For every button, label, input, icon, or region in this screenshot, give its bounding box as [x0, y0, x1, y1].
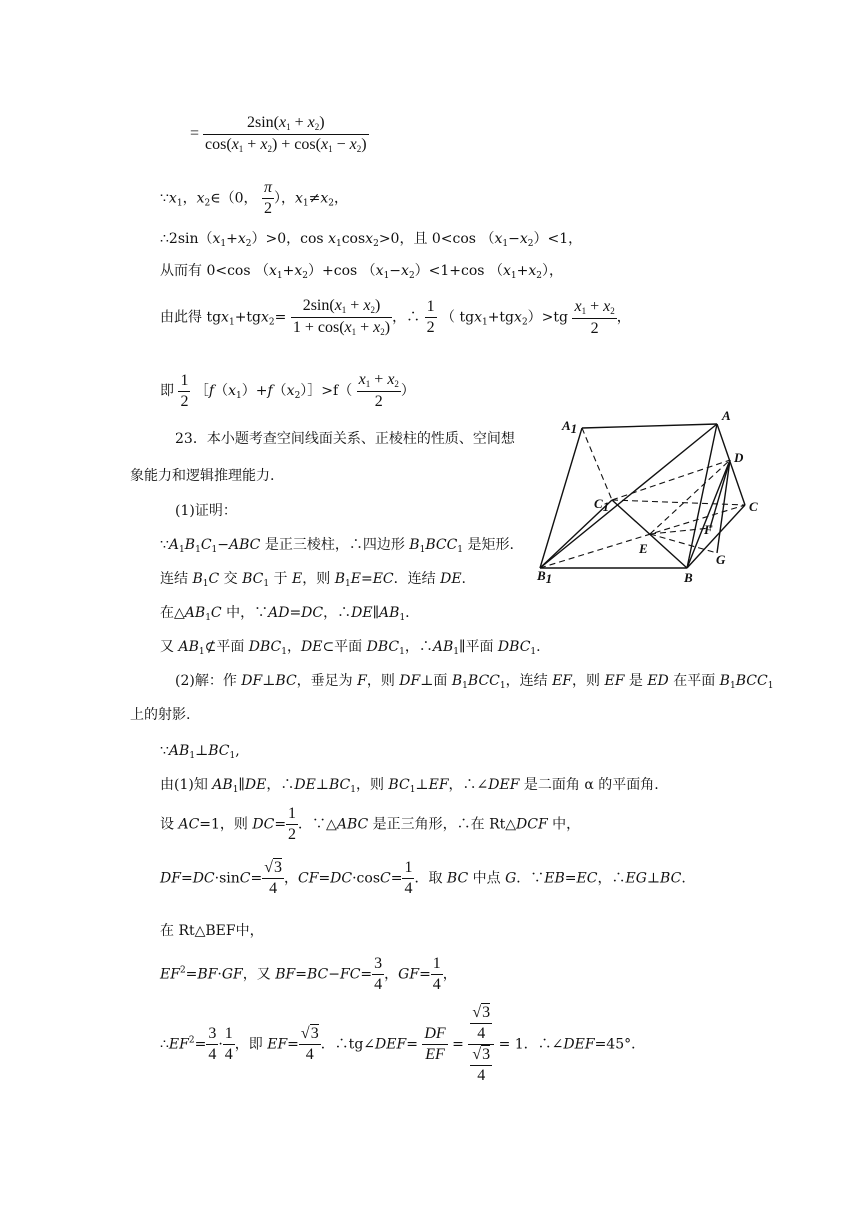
part-2-line-7: 在 Rt△BEF中，: [160, 923, 264, 939]
part-2-line-2: 上的射影.: [130, 707, 191, 723]
problem-23-heading-cont: 象能力和逻辑推理能力.: [130, 468, 275, 484]
part-1-label: (1)证明：: [175, 503, 237, 519]
part-2-line-6: DF=DC·sinC= $\frac{√3}{4}$ ，CF=DC·cosC= $\frac{1}{4}$ ．取 BC 中点 G．∵EB=EC，∴EG⊥BC.: [160, 859, 686, 897]
part-2-line-9: $\therefore EF^2=$ $\frac{3}{4}$ · $\frac{1}{4}$ ，即 EF= $\frac{√3}{4}$ ．∴tg∠DEF= $\frac{DF}{EF}$ = $\frac{\frac{√3}{4}}{\frac{√3}{4}}$ = 1．∴∠DEF=45°．: [160, 1004, 646, 1084]
condition-line: $\because x_1$，$x_2\in(0$， $\frac{\pi}{2}$ ），$x_1\ne x_2$，: [160, 179, 348, 217]
derivation-line: 由此得 tgx$_1$+tgx$_2$= $\frac{2\sin(x_1 + x_2)}{1 + \cos(x_1 + x_2)}$ ，∴ $\frac{1}{2}$ （ tgx$_1$+tgx$_2$）>tg $\frac{x_1 + x_2}{2}$ ，: [160, 297, 631, 337]
proof-line-3: 在$\triangle AB_1C$ 中，∵AD=DC，$\therefore DE\parallel AB_1$.: [160, 605, 410, 623]
formula-line-1: = $\frac{2\sin(x_1 + x_2)}{\cos(x_1 + x_2) + \cos(x_1 - x_2)}$: [190, 114, 367, 154]
label-g: G: [716, 552, 726, 567]
part-2-line-8: $EF^2=BF\cdot GF$，又 BF=BC−FC= $\frac{3}{4}$ ，GF= $\frac{1}{4}$ ，: [160, 955, 457, 993]
part-2-line-5: 设 AC=1，则 DC= $\frac{1}{2}$ ．∵△ABC 是正三角形，∴在 Rt△DCF 中，: [160, 805, 581, 843]
edge-a1-a: [582, 424, 717, 428]
label-f: F: [704, 522, 713, 537]
edge-d-f: [710, 460, 730, 528]
label-b: B: [684, 570, 693, 585]
edge-a1-b1: [540, 428, 582, 568]
part-2-line-1: (2)解：作 DF⊥BC，垂足为 F，则 DF⊥面 $B_1BCC_1$，连结 EF，则 EF 是 ED 在平面 $B_1BCC_1$: [175, 673, 774, 691]
proof-line-2: 连结 $B_1C$ 交 $BC_1$ 于 E，则 $B_1E=EC$．连结 DE.: [160, 571, 466, 589]
proof-line-4: 又 $AB_1⊄$平面 $DBC_1$，DE⊂平面 $DBC_1$，$\therefore AB_1\parallel$平面 $DBC_1$.: [160, 639, 541, 657]
label-c1: C1: [594, 496, 610, 514]
part-2-line-4: 由(1)知 $AB_1\parallel DE$，$\therefore DE\perp BC_1$，则 $BC_1\perp EF$，∴∠DEF 是二面角 α 的平面角.: [160, 777, 659, 795]
label-a: A: [722, 408, 731, 423]
label-c: C: [749, 499, 758, 514]
edge-b1-c: [540, 505, 745, 568]
label-b1: B1: [537, 568, 553, 586]
edge-e-d: [650, 460, 730, 534]
edge-c1-c: [612, 500, 745, 505]
part-2-line-3: $\because AB_1\perp BC_1$,: [160, 743, 240, 761]
proof-line-1: $\because A_1B_1C_1-ABC$ 是正三棱柱，∴四边形 $B_1BCC_1$ 是矩形.: [160, 537, 514, 555]
problem-23-heading: 23．本小题考查空间线面关系、正棱柱的性质、空间想: [175, 431, 515, 447]
prism-figure: [532, 408, 764, 586]
inequality-line-1: $\therefore 2\sin(x_1+x_2)>0$，$\cos x_1\cos x_2>0$，且 0<cos $(x_1-x_2)<1$，: [160, 231, 583, 249]
edge-a1-c1: [582, 428, 612, 500]
label-e: E: [639, 541, 648, 556]
fraction-sin-over-cos-sum: $\frac{2\sin(x_1 + x_2)}{\cos(x_1 + x_2) + \cos(x_1 - x_2)}$: [205, 114, 367, 154]
inequality-line-2: 从而有 0<cos $(x_1+x_2)+\cos$ $(x_1-x_2)<1+\cos$ $(x_1+x_2)$，: [160, 263, 563, 281]
label-d: D: [734, 450, 744, 465]
label-a1: A1: [562, 418, 578, 436]
edge-c1-d: [612, 460, 730, 500]
conclusion-line: 即 $\frac{1}{2}$ $[f(x_1)+f(x_2)]>f$（ $\frac{x_1 + x_2}{2}$ ）: [160, 371, 415, 410]
edge-d-g: [717, 460, 730, 553]
